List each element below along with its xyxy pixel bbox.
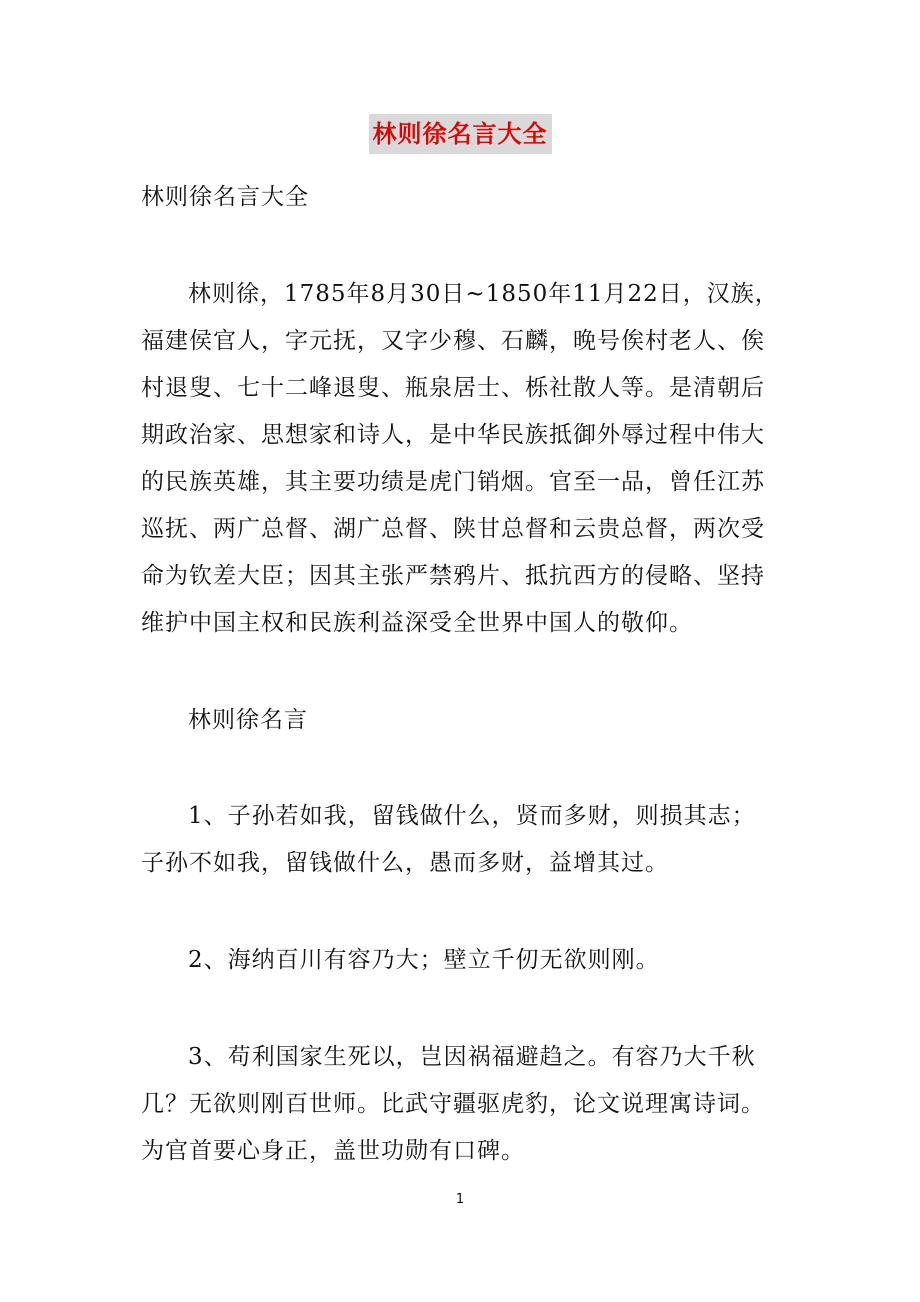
intro-line: 的民族英雄，其主要功绩是虎门销烟。官至一品，曾任江苏 xyxy=(141,469,765,495)
intro-line: 村退叟、七十二峰退叟、瓶泉居士、栎社散人等。是清朝后 xyxy=(141,375,765,401)
subtitle: 林则徐名言大全 xyxy=(141,184,309,210)
intro-line: 命为钦差大臣；因其主张严禁鸦片、抵抗西方的侵略、坚持 xyxy=(141,563,765,589)
page-title xyxy=(0,114,920,154)
quote-line: 3、苟利国家生死以，岂因祸福避趋之。有容乃大千秋 xyxy=(188,1044,756,1070)
quote-line: 1、子孙若如我，留钱做什么，贤而多财，则损其志； xyxy=(188,803,756,829)
intro-line: 维护中国主权和民族利益深受全世界中国人的敬仰。 xyxy=(141,610,693,636)
title-text: 林则徐名言大全 xyxy=(369,114,552,154)
intro-line: 巡抚、两广总督、湖广总督、陕甘总督和云贵总督，两次受 xyxy=(141,516,765,542)
section-heading: 林则徐名言 xyxy=(188,707,308,733)
quote-line: 2、海纳百川有容乃大；壁立千仞无欲则刚。 xyxy=(188,947,660,973)
quote-line: 几？无欲则刚百世师。比武守疆驱虎豹，论文说理寓诗词。 xyxy=(141,1091,765,1117)
page-number: 1 xyxy=(455,1192,465,1207)
intro-line: 林则徐，1785年8月30日~1850年11月22日，汉族， xyxy=(188,281,779,307)
intro-line: 福建侯官人，字元抚，又字少穆、石麟，晚号俟村老人、俟 xyxy=(141,328,765,354)
quote-line: 为官首要心身正，盖世功勋有口碑。 xyxy=(141,1138,525,1164)
quote-line: 子孙不如我，留钱做什么，愚而多财，益增其过。 xyxy=(141,850,669,876)
intro-line: 期政治家、思想家和诗人，是中华民族抵御外辱过程中伟大 xyxy=(141,422,765,448)
